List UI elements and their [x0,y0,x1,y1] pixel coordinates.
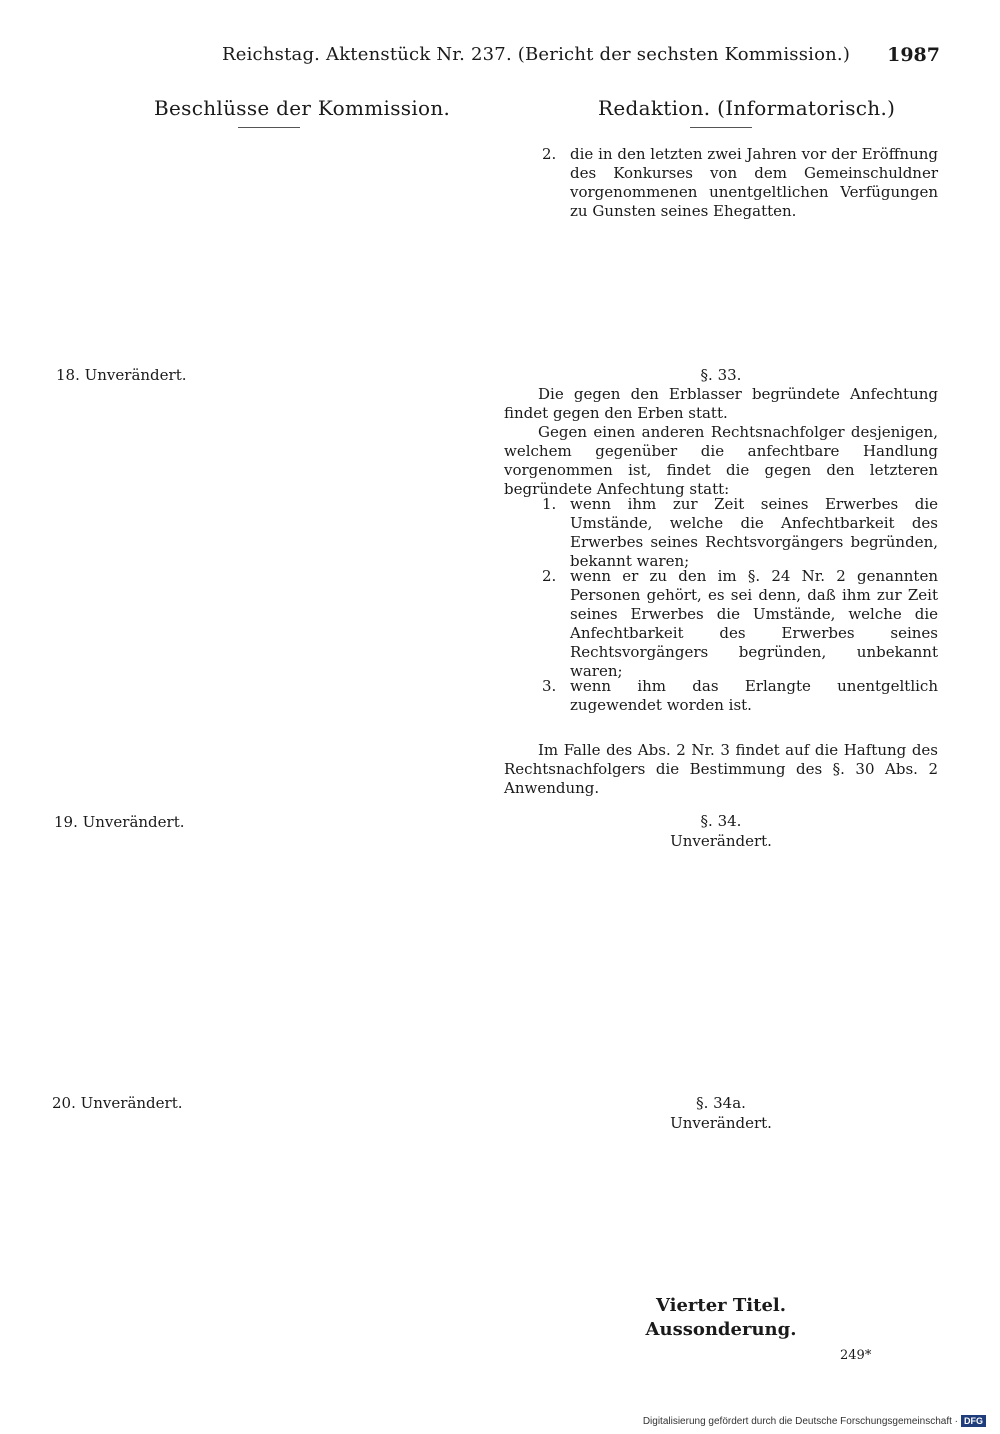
left-title-rule [238,127,300,128]
item-text: wenn er zu den im §. 24 Nr. 2 genannten Personen gehört, es sei denn, daß ihm zur Zeit seines Erwerbes die Umstände, welche die Anfechtbarkeit des Erwerbes seines Rechtsvorgängers begründen, unbekannt waren; [570,567,938,680]
item-text: wenn ihm das Erlangte unentgeltlich zugewendet worden ist. [570,677,938,714]
running-title: Reichstag. Aktenstück Nr. 237. (Bericht der sechsten Kommission.) [222,44,851,65]
section-33-item-3 [542,677,938,715]
section-34-heading: §. 34. [700,812,742,830]
signature-mark: 249* [840,1348,872,1363]
item-number: 2. [542,567,557,585]
section-34a-text: Unverändert. [670,1114,772,1132]
section-33-item-1 [542,495,938,571]
item-number: 3. [542,677,557,695]
page-number: 1987 [887,44,940,66]
item-number: 1. [542,495,557,513]
section-33-heading: §. 33. [700,366,742,384]
title-four-heading: Vierter Titel. [655,1295,787,1316]
left-entry-19: 19. Unverändert. [54,813,185,831]
section-33-paragraph-2: Gegen einen anderen Rechtsnachfolger desjenigen, welchem gegenüber die anfechtbare Handlung vorgenommen ist, findet die gegen den letzteren begründete Anfechtung statt: [504,423,938,498]
title-four-subheading: Aussonderung. [645,1319,797,1340]
section-33-item-2 [542,567,938,681]
section-34-text: Unverändert. [670,832,772,850]
right-column-title: Redaktion. (Informatorisch.) [598,96,896,120]
digitization-footer [643,1415,986,1427]
item-number: 2. [542,145,557,163]
item-text: wenn ihm zur Zeit seines Erwerbes die Umstände, welche die Anfechtbarkeit des Erwerbes seines Rechtsvorgängers begründen, bekannt waren; [570,495,938,570]
section-33-paragraph-3: Im Falle des Abs. 2 Nr. 3 findet auf die Haftung des Rechtsnachfolgers die Bestimmung des §. 30 Abs. 2 Anwendung. [504,741,938,797]
right-title-rule [690,127,752,128]
left-entry-20: 20. Unverändert. [52,1094,183,1112]
section-33-paragraph-1: Die gegen den Erblasser begründete Anfechtung findet gegen den Erben statt. [504,385,938,422]
dfg-logo: DFG [961,1415,986,1427]
section-34a-heading: §. 34a. [696,1094,746,1112]
left-column-title: Beschlüsse der Kommission. [154,96,451,120]
continued-item-2 [542,145,938,221]
item-text: die in den letzten zwei Jahren vor der Eröffnung des Konkurses von dem Gemeinschuldner vorgenommenen unentgeltlichen Verfügungen zu Gunsten seines Ehegatten. [570,145,938,220]
footer-text: Digitalisierung gefördert durch die Deutsche Forschungsgemeinschaft · [642,1416,958,1427]
left-entry-18: 18. Unverändert. [56,366,187,384]
